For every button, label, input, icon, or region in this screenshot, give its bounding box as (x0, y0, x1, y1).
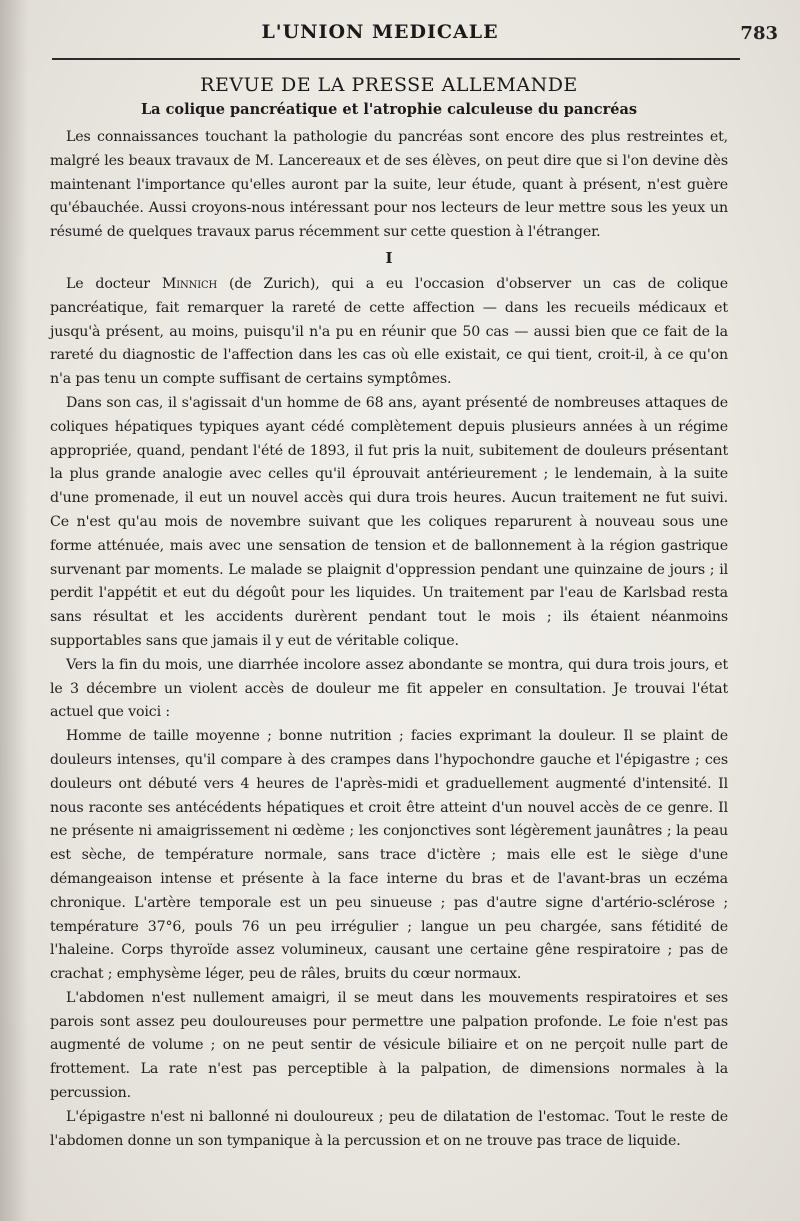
page-number: 783 (740, 23, 778, 44)
article-body (50, 74, 728, 1153)
paragraph-5: L'abdomen n'est nullement amaigri, il se meut dans les mouvements respiratoires et ses parois sont assez peu douloureuses pour permettre une palpation profonde. Le foie n'est pas augmenté de volume ; on ne peut sentir de vésicule biliaire et on ne perçoit nulle part de frottement. La rate n'est pas perceptible à la palpation, de dimensions normales à la percussion. (50, 989, 728, 1102)
running-head (0, 17, 800, 49)
paragraph-1 (50, 273, 728, 392)
paragraph-1-rest: (de Zurich), qui a eu l'occasion d'observer un cas de colique pancréatique, fait remarquer la rareté de cette affection — dans les recueils médicaux et jusqu'à présent, au moins, puisqu'il n'a pu en réunir que 50 cas — aussi bien que ce fait de la rareté du diagnostic de l'affection dans les cas où elle existait, ce qui tient, croit-il, à ce qu'on n'a pas tenu un compte suffisant de certains symptômes. (50, 275, 728, 388)
author-name: Minnich (161, 275, 218, 292)
intro-paragraph: Les connaissances touchant la pathologie du pancréas sont encore des plus restreintes et, malgré les beaux travaux de M. Lancereaux et de ses élèves, on peut dire que si l'on devine dès maintenant l'importance qu'elles auront par la suite, leur étude, quant à présent, n'est guère qu'ébauchée. Aussi croyons-nous intéressant pour nos lecteurs de leur mettre sous les yeux un résumé de quelques travaux parus récemment sur cette question à l'étranger. (50, 129, 728, 241)
paragraph-1-lead: Le docteur (66, 275, 162, 292)
article-title: La colique pancréatique et l'atrophie calculeuse du pancréas (140, 101, 638, 118)
journal-title: L'UNION MEDICALE (261, 21, 499, 43)
part-numeral: I (385, 248, 393, 267)
paragraph-6: L'épigastre n'est ni ballonné ni douloureux ; peu de dilatation de l'estomac. Tout le reste de l'abdomen donne un son tympanique à la percussion et on ne trouve pas trace de liquide. (50, 1108, 728, 1149)
paragraph-4: Homme de taille moyenne ; bonne nutrition ; facies exprimant la douleur. Il se plaint de douleurs intenses, qu'il compare à des crampes dans l'hypochondre gauche et l'épigastre ; ces douleurs ont débuté vers 4 heures de l'après-midi et graduellement augmenté d'intensité. Il nous raconte ses antécédents hépatiques et croit être atteint d'un nouvel accès de ce genre. Il ne présente ni amaigrissement ni œdème ; les conjonctives sont légèrement jaunâtres ; la peau est sèche, de température normale, sans trace d'ictère ; mais elle est le siège d'une démangeaison intense et présente à la face interne du bras et de l'avant-bras un eczéma chronique. L'artère temporale est un peu sinueuse ; pas d'autre signe d'artério-sclérose ; température 37°6, pouls 76 un peu irrégulier ; langue un peu chargée, sans fétidité de l'haleine. Corps thyroïde assez volumineux, causant une certaine gêne respiratoire ; pas de crachat ; emphysème léger, peu de râles, bruits du cœur normaux. (50, 728, 728, 983)
paragraph-2: Dans son cas, il s'agissait d'un homme de 68 ans, ayant présenté de nombreuses attaques de coliques hépatiques typiques ayant cédé complètement depuis plusieurs années à un régime appropriée, quand, pendant l'été de 1893, il fut pris la nuit, subitement de douleurs présentant la plus grande analogie avec celles qu'il éprouvait antérieurement ; le lendemain, à la suite d'une promenade, il eut un nouvel accès qui dura trois heures. Aucun traitement ne fut suivi. Ce n'est qu'au mois de novembre suivant que les coliques reparurent à nouveau sous une forme atténuée, mais avec une sensation de tension et de ballonnement à la région gastrique survenant par moments. Le malade se plaignit d'oppression pendant une quinzaine de jours ; il perdit l'appétit et eut du dégoût pour les liquides. Un traitement par l'eau de Karlsbad resta sans résultat et les accidents durèrent pendant tout le mois ; ils étaient néanmoins supportables sans que jamais il y eut de véritable colique. (50, 394, 728, 649)
paragraph-3: Vers la fin du mois, une diarrhée incolore assez abondante se montra, qui dura trois jours, et le 3 décembre un violent accès de douleur me fit appeler en consultation. Je trouvai l'état actuel que voici : (50, 656, 728, 721)
header-rule (52, 58, 740, 60)
section-title: REVUE DE LA PRESSE ALLEMANDE (200, 74, 578, 96)
